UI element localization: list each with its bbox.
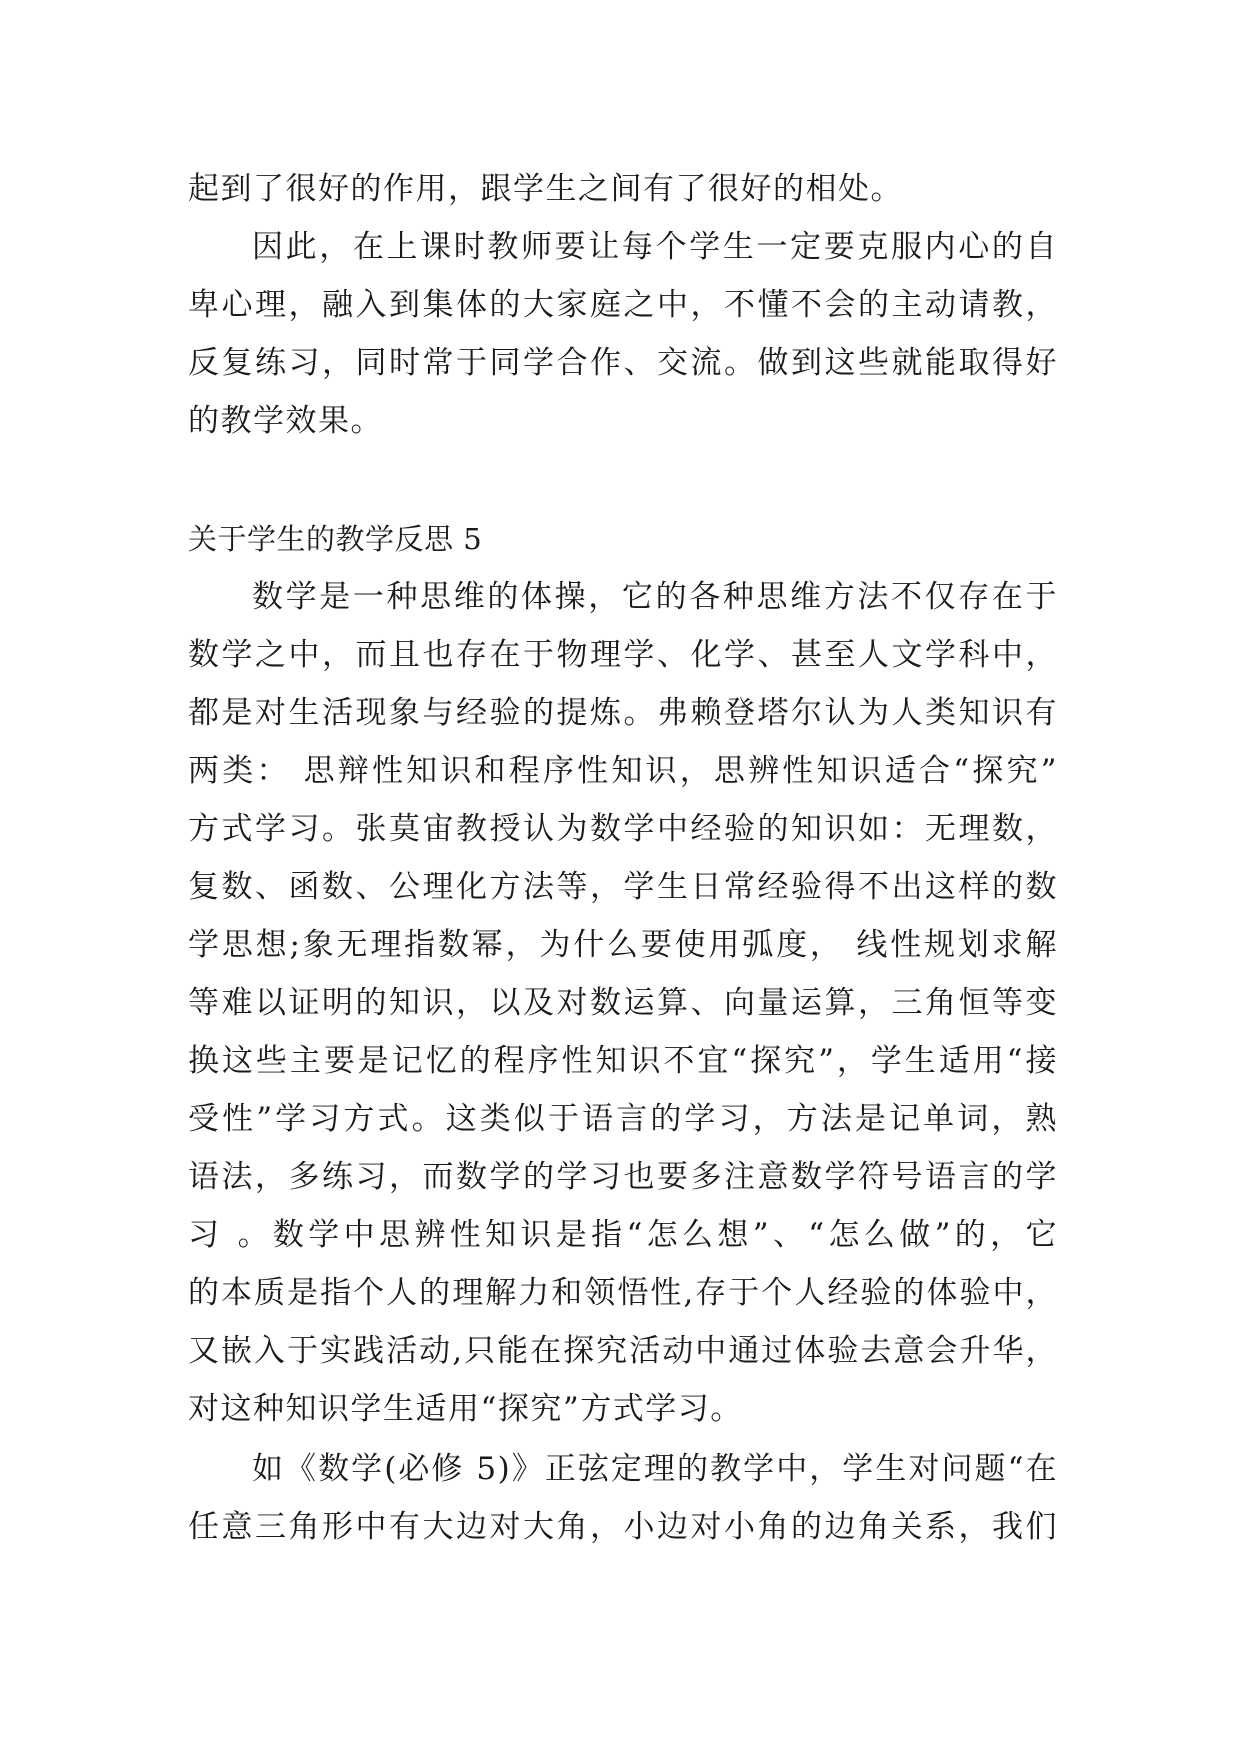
paragraph-line: 都是对生活现象与经验的提炼。弗赖登塔尔认为人类知识有 bbox=[188, 695, 1058, 731]
paragraph-line: 语法，多练习，而数学的学习也要多注意数学符号语言的学 bbox=[188, 1159, 1058, 1195]
paragraph-line: 卑心理，融入到集体的大家庭之中，不懂不会的主动请教， bbox=[188, 287, 1058, 323]
paragraph-line: 学思想;象无理指数幂，为什么要使用弧度， 线性规划求解 bbox=[188, 927, 1058, 963]
paragraph-line: 习 。数学中思辨性知识是指“怎么想”、“怎么做”的，它 bbox=[188, 1217, 1058, 1253]
document-page bbox=[188, 160, 1058, 1556]
paragraph-line: 数学是一种思维的体操，它的各种思维方法不仅存在于 bbox=[252, 579, 1058, 615]
section-heading: 关于学生的教学反思 5 bbox=[188, 522, 483, 556]
paragraph-line: 起到了很好的作用，跟学生之间有了很好的相处。 bbox=[188, 171, 903, 207]
section-paragraph-2 bbox=[188, 1440, 1058, 1556]
paragraph-line: 换这些主要是记忆的程序性知识不宜“探究”，学生适用“接 bbox=[188, 1043, 1058, 1079]
paragraph-line: 等难以证明的知识，以及对数运算、向量运算，三角恒等变 bbox=[188, 985, 1058, 1021]
paragraph-line: 对这种知识学生适用“探究”方式学习。 bbox=[188, 1391, 743, 1427]
paragraph-line: 又嵌入于实践活动,只能在探究活动中通过体验去意会升华， bbox=[188, 1333, 1058, 1369]
paragraph-line: 受性”学习方式。这类似于语言的学习，方法是记单词，熟 bbox=[188, 1101, 1058, 1137]
paragraph-line: 任意三角形中有大边对大角，小边对小角的边角关系，我们 bbox=[188, 1509, 1058, 1545]
conclusion-paragraph bbox=[188, 218, 1058, 450]
paragraph-line: 两类： 思辩性知识和程序性知识，思辨性知识适合“探究” bbox=[188, 753, 1058, 789]
paragraph-line: 的教学效果。 bbox=[188, 403, 383, 439]
paragraph-line: 因此，在上课时教师要让每个学生一定要克服内心的自 bbox=[252, 229, 1058, 265]
paragraph-line: 的本质是指个人的理解力和领悟性,存于个人经验的体验中， bbox=[188, 1275, 1058, 1311]
paragraph-line: 反复练习，同时常于同学合作、交流。做到这些就能取得好 bbox=[188, 345, 1058, 381]
paragraph-line: 如《数学(必修 5)》正弦定理的教学中，学生对问题“在 bbox=[252, 1451, 1058, 1487]
paragraph-line: 方式学习。张莫宙教授认为数学中经验的知识如：无理数， bbox=[188, 811, 1058, 847]
paragraph-line: 数学之中，而且也存在于物理学、化学、甚至人文学科中， bbox=[188, 637, 1058, 673]
section-paragraph-1 bbox=[188, 568, 1058, 1438]
paragraph-line: 复数、函数、公理化方法等，学生日常经验得不出这样的数 bbox=[188, 869, 1058, 905]
